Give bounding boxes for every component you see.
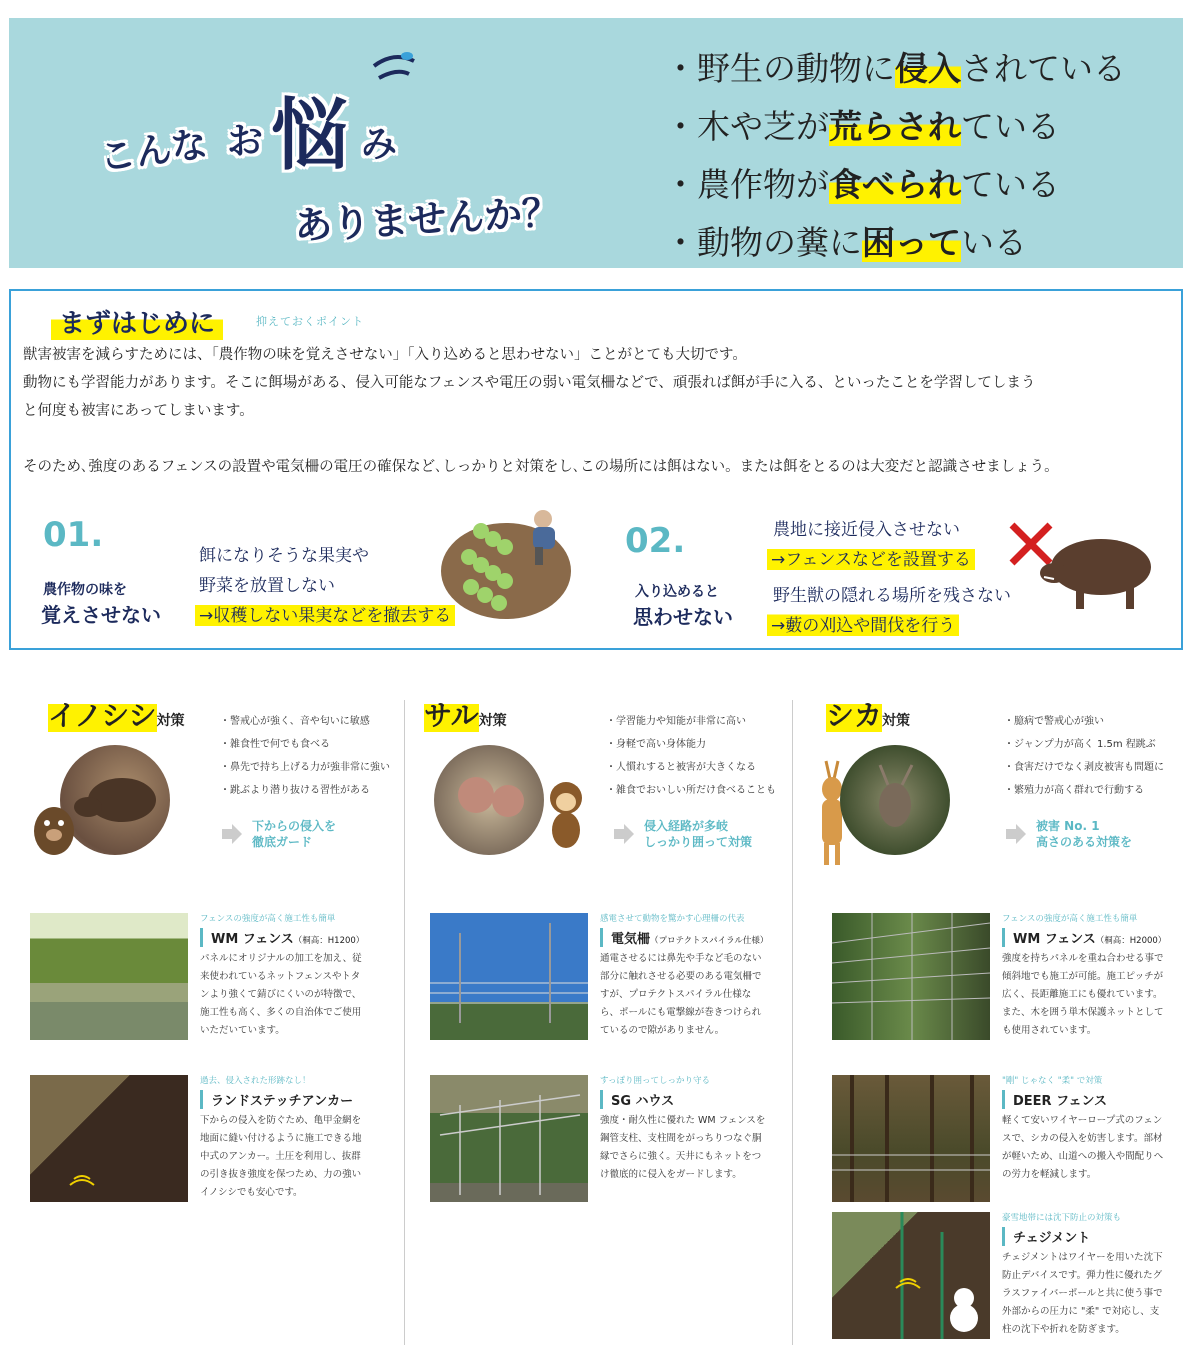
product-photo [30,913,188,1040]
product-description: チェジメントはワイヤーを用いた沈下防止デバイスです。弾力性に優れたグラスファイバーポールと共に使う事で外部からの圧力に "柔" で対応し、支柱の沈下や折れを防ぎます。 [1002,1252,1163,1335]
column-title: サル対策 [424,699,507,732]
trait-list [220,710,390,802]
trait-item: ・雑食性で何でも食べる [220,739,330,750]
point-text-highlight: →収穫しない果実などを撤去する [195,601,455,626]
trait-item: ・食害だけでなく剥皮被害も問題に [1004,762,1164,773]
boar-mascot-icon [30,795,78,859]
intro-paragraph: 動物にも学習能力があります。そこに餌場がある、侵入可能なフェンスや電圧の弱い電気柵などで、頑張れば餌が手に入る、といったことを学習してしまう [23,375,1036,391]
product-name: 電気柵（プロテクトスパイラル仕様） [600,928,768,947]
product-description: パネルにオリジナルの加工を加え、従来使われているネットフェンスやトタンより強くて錆びにくいのが特徴で、施工性も高く、多くの自治体でご使用いただいています。 [200,953,362,1036]
trait-list [1004,710,1164,802]
column-divider [792,700,793,1345]
intro-paragraph: 獣害被害を減らすためには、「農作物の味を覚えさせない」「入り込めると思わせない」ことがとても大切です。 [23,347,747,363]
intro-section [9,289,1183,650]
product-description: 下からの侵入を防ぐため、亀甲金網を地面に縫い付けるように施工できる地中式のアンカー。土圧を利用し、抜群の引き抜き強度を保つため、力の強いイノシシでも安心です。 [200,1115,362,1198]
trait-item: ・警戒心が強く、音や匂いに敏感 [220,716,370,727]
point-text-highlight: →フェンスなどを設置する [767,545,975,570]
point-caption: 農作物の味を [43,582,127,598]
problem-item: ・木や芝が荒らされている [664,107,1060,146]
product-description: 通電させるには鼻先や手など毛のない部分に触れさせる必要のある電気柵ですが、プロテクトスパイラル仕様なら、ポールにも電撃線が巻きつけられているので隙がありません。 [600,953,762,1036]
deer-photo [840,745,950,855]
hero-title-2: お [227,121,264,162]
point-text-highlight: →藪の刈込や間伐を行う [767,611,959,636]
arrow-right-icon [612,822,636,846]
product-description: 軽くて安いワイヤーロープ式のフェンスで、シカの侵入を妨害します。部材が軽いため、山道への搬入や間配りへの労力を軽減します。 [1002,1115,1164,1180]
point-text: 野菜を放置しない [199,576,335,596]
hero-title-4: み [361,124,398,165]
trait-item: ・鼻先で持ち上げる力が強非常に強い [220,762,390,773]
problem-item: ・農作物が食べられている [664,165,1060,204]
point-number: 02. [625,521,686,561]
product-description: 強度を持ちパネルを重ね合わせる事で傾斜地でも施工が可能。施工ピッチが広く、長距離施工にも優れています。また、木を囲う単木保護ネットとしても使用されています。 [1002,953,1164,1036]
product-name: ランドステッチアンカー [200,1090,353,1109]
product-name: WM フェンス（桐高：H2000） [1002,928,1166,947]
intro-heading: まずはじめに [51,303,223,340]
hero-title-1: こんな [97,123,210,180]
trait-item: ・繁殖力が高く群れで行動する [1004,785,1144,796]
product-tagline: フェンスの強度が高く施工性も簡単 [1002,914,1138,924]
product-photo [832,913,990,1040]
point-text: 農地に接近侵入させない [773,520,960,540]
product-photo [430,913,588,1040]
product-name: DEER フェンス [1002,1090,1107,1109]
hero-title-5: ありませんか？ [293,190,562,248]
point-number: 01. [43,515,104,555]
intro-paragraph: と何度も被害にあってしまいます。 [23,403,254,419]
trait-list [606,710,776,802]
product-name: チェジメント [1002,1227,1090,1246]
intro-paragraph: そのため､強度のあるフェンスの設置や電気柵の電圧の確保など､しっかりと対策をし､この場所には餌はない。または餌をとるのは大変だと認識させましょう。 [23,459,1059,475]
product-description: 強度・耐久性に優れた WM フェンスを鋼管支柱、支柱間をがっちりつなぐ胴縁でさらに強く。天井にもネットをつけ徹底的に侵入をガードします。 [600,1115,766,1180]
point-caption: 入り込めると [635,584,719,600]
problem-item: ・動物の糞に困っている [664,223,1027,262]
monkey-mascot-icon [546,780,586,854]
arrow-right-icon [220,822,244,846]
field-illustration [441,501,581,621]
product-photo [430,1075,588,1202]
problem-list [664,40,1126,272]
column-title: シカ対策 [826,699,911,732]
product-tagline: "剛" じゃなく "柔" で対策 [1002,1076,1103,1086]
product-tagline: 豪雪地帯には沈下防止の対策も [1002,1213,1122,1223]
product-name: WM フェンス（桐高：H1200） [200,928,364,947]
trait-item: ・学習能力や知能が非常に高い [606,716,746,727]
product-tagline: すっぽり囲ってしっかり守る [600,1076,710,1086]
point-text: 餌になりそうな果実や [199,546,369,566]
intro-subheading: 抑えておくポイント [256,315,364,328]
trait-item: ・身軽で高い身体能力 [606,739,706,750]
product-photo [30,1075,188,1202]
strategy-callout: 侵入経路が多岐 しっかり囲って対策 [612,818,752,850]
trait-item: ・人慣れすると被害が大きくなる [606,762,756,773]
monkey-photo [434,745,544,855]
point-title: 覚えさせない [41,603,161,627]
product-name: SG ハウス [600,1090,674,1109]
column-title: イノシシ対策 [48,699,185,732]
product-photo [832,1212,990,1339]
trait-item: ・ジャンプ力が高く 1.5m 程跳ぶ [1004,739,1156,750]
product-photo [832,1075,990,1202]
strategy-callout: 下からの侵入を 徹底ガード [220,818,336,850]
point-text: 野生獣の隠れる場所を残さない [773,586,1011,606]
hero-title-3: 悩 [271,91,350,181]
hero-banner [9,18,1183,268]
column-divider [404,700,405,1345]
trait-item: ・臆病で警戒心が強い [1004,716,1104,727]
product-tagline: フェンスの強度が高く施工性も簡単 [200,914,336,924]
trait-item: ・雑食でおいしい所だけ食べることも [606,785,776,796]
trait-item: ・跳ぶより潜り抜ける習性がある [220,785,370,796]
product-tagline: 感電させて動物を驚かす心理柵の代表 [600,914,745,924]
problem-item: ・野生の動物に侵入されている [664,49,1126,88]
sweat-icon [369,46,419,86]
cross-boar-icon [1006,517,1166,617]
product-tagline: 過去、侵入された形跡なし！ [200,1076,311,1086]
arrow-right-icon [1004,822,1028,846]
point-title: 思わせない [633,605,733,629]
strategy-callout: 被害 No. 1 高さのある対策を [1004,818,1132,850]
